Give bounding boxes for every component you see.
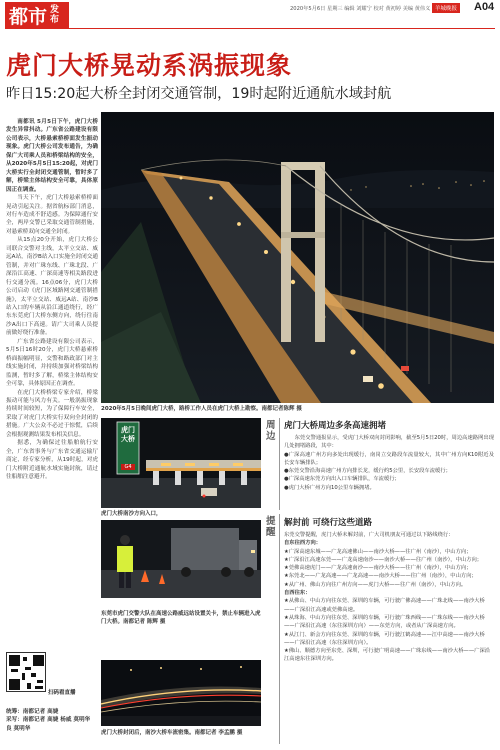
article-paragraph: 据悉，为确保过往船舶航行安全，广东省事务与广东省交通运输厅商定，经专家分析，从19时起，对虎门大桥附近通航水域实施封航，请过往船舶注意避开。 — [6, 440, 98, 481]
route-item: ★广深沿江高速东莞——广龙高速南沙——南沙大桥——往广州（南沙），中山方向； — [284, 556, 483, 563]
article-paragraph: 广东省公路建设有限公司表示，5月5日16时20分，虎门大桥悬索桥桥面振幅明显，交警和路政部门对主线实施封闭，并持续加强对桥梁结构监测，暂时多了解，桥梁主体结构安全可靠，具体原因正在调查。 — [6, 338, 98, 388]
section1-item: ●广深高速东莞方向出入口车辆排队，车流缓行； — [284, 476, 400, 483]
photo-police-caption: 东莞市虎门交警大队在高速公路威远站设置关卡，禁止车辆进入虎门大桥。南都记者 陈辉 摄 — [101, 611, 261, 625]
credit-line: 采写：南都记者 高婕 杨威 莫明华 — [6, 717, 91, 724]
route-item: ★从佛山、中山方向往东莞、深圳的车辆，可行驶广佛高速——广珠北线——南沙大桥——广深沿江高速或莞佛高速。 — [284, 598, 485, 613]
section-divider — [279, 418, 280, 510]
issue-meta: 2020年5月6日 星期三 编辑 刘耀宁 校对 黄初婷 美编 黄伟义 — [290, 6, 431, 12]
section-logo-subtitle: 发布 — [50, 5, 60, 25]
credits — [6, 708, 98, 733]
qr-code[interactable] — [6, 652, 46, 692]
sign-text: 虎门大桥 — [121, 426, 135, 443]
section-tag-reminder: 提醒 — [266, 516, 276, 538]
headline: 虎门大桥晃动系涡振现象 — [6, 51, 293, 80]
photo-police-checkpoint — [101, 520, 261, 598]
page-number: A04 — [474, 1, 495, 13]
section1-paragraph: 东莞交警通报显示，受虎门大桥双向封闭影响，截至5月5日20时，周边高速路网出现几处拥堵路段，其中： — [284, 435, 494, 450]
route-item: ★从广州、佛山方向往广州方向——虎门大桥——往广州（南沙），中山方向。 — [284, 581, 467, 588]
section1-title: 虎门大桥周边多条高速拥堵 — [284, 421, 387, 431]
section2-title: 解封前 可绕行这些道路 — [284, 518, 372, 528]
photo-traffic-night — [101, 660, 261, 726]
route-item: ★东莞北——广龙高速——广龙高速——南沙大桥——往广州（南沙），中山方向； — [284, 573, 477, 580]
section1-item: ●广深高速广州方向多处出现缓行，南岗立交路段车流量较大，其中广州方向K10附近及长安车辆排队； — [284, 451, 494, 466]
route-item: ★莞佛高速虎门——广龙高速南沙——南沙大桥——往广州（南沙），中山方向； — [284, 565, 472, 572]
section1-item: ●虎门大桥广州方向10公里车辆拥堵。 — [284, 484, 375, 491]
section-divider — [279, 514, 280, 744]
article-paragraph: 南都讯 5月5日下午，虎门大桥发生异常抖动。广东省公路建设有限公司表示，大桥悬索桥桥面发生振动现象。虎门大桥公司发布通告，为确保广大司乘人员和桥梁结构的安全，从2020年5月5日15:20起，对虎门大桥实行全封闭交通管制，暂时多了解，桥梁主体结构安全可靠，具体原因正在调查。 — [6, 119, 98, 193]
main-photo-caption: 2020年5月5日晚间虎门大桥，路桥工作人员在虎门大桥上勘察。南都记者陈辉 摄 — [101, 406, 302, 412]
photo-highway-sign — [101, 418, 261, 508]
photo-traffic-caption: 虎门大桥封闭后，南沙大桥车流密集。南都记者 李孟鹏 摄 — [101, 730, 243, 736]
paper-tag: 羊城晚报 — [432, 3, 460, 13]
article-paragraph: 从15点20分开始，虎门大桥公司联合交警对主线，太平立交站、威远A站，南沙B站入口实施全封闭交通管制，并对广珠东线、广珠北段、广深沿江高速、广深高速等相关路段进行交通分流。16点06分，虎门大桥公司启动《虎门区域路网交通管制措施》，太平立交站、威远A站、南沙B站入口的车辆从沿江通道绕行，经广东东莞虎门大桥东侧方向，绕行往南沙A出口下高速。请广大司乘人员提前做好绕行准备。 — [6, 237, 98, 337]
qr-label: 扫码看直播 — [48, 690, 76, 696]
section-logo-title: 都市 — [9, 5, 48, 28]
header-divider — [5, 28, 495, 29]
route-item: ★从江门、新会方向往东莞、深圳的车辆，可行驶江鹤高速——江中高速——南沙大桥——广深沿江高速（东往深圳方向）。 — [284, 631, 485, 646]
sign-route-number: G4 — [121, 464, 135, 470]
credit-line: 统筹：南都记者 高婕 — [6, 709, 59, 715]
article-body — [6, 118, 98, 481]
subheadline: 昨日15:20起大桥全封闭交通管制，19时起附近通航水域封航 — [6, 86, 392, 102]
section1-item: ●东莞交警沿海高速广州方向排长龙，缓行约5公里，长安段车流缓行； — [284, 468, 451, 475]
route-heading: 自东往西方向： — [284, 540, 322, 547]
route-item: ★佛山、顺德方向至东莞、深圳，可行驶广明高速——广珠东线——南沙大桥——广深沿江高速东往深圳方向。 — [284, 648, 491, 663]
credit-line: 良 莫明华 — [6, 725, 31, 732]
route-item: ★广深高速东城——广龙高速佛山——南沙大桥——往广州（南沙），中山方向； — [284, 548, 472, 555]
route-item: ★从珠海、中山方向往东莞、深圳的车辆，可行驶广珠西线——广珠东线——南沙大桥——广深沿江高速（东往深圳方向）——东莞方向，或者从广深高速方向。 — [284, 614, 485, 630]
section2-intro: 东莞交警提醒，虎门大桥未解封前，广大司机朋友可通过以下路线绕行： — [284, 532, 454, 538]
photo-sign-caption: 虎门大桥南沙方向入口， — [101, 511, 162, 517]
section1-body — [284, 434, 494, 492]
section-logo — [5, 2, 69, 28]
section-tag-surroundings: 周边 — [266, 420, 276, 442]
section2-body — [284, 531, 494, 664]
route-heading: 自西往东： — [284, 590, 311, 597]
main-photo-bridge — [101, 112, 494, 403]
article-paragraph: 当天下午，虎门大桥悬索桥桥面晃动引起关注。据省航标部门消息，对行车造成不舒适感。为保障通行安全，两岸交警已采取交通管制措施，对悬索桥双向交通全封闭。 — [6, 195, 98, 235]
article-paragraph: 在虎门大桥桥梁专家介绍，桥梁振动可能与风力有关。一般涡振现象持续时间较短，为了保障行车安全，采取了对虎门大桥实行双向全封闭的措施。广大公众不必过于惊慌，后续会根据观测结果发布相关信息。 — [6, 389, 98, 438]
